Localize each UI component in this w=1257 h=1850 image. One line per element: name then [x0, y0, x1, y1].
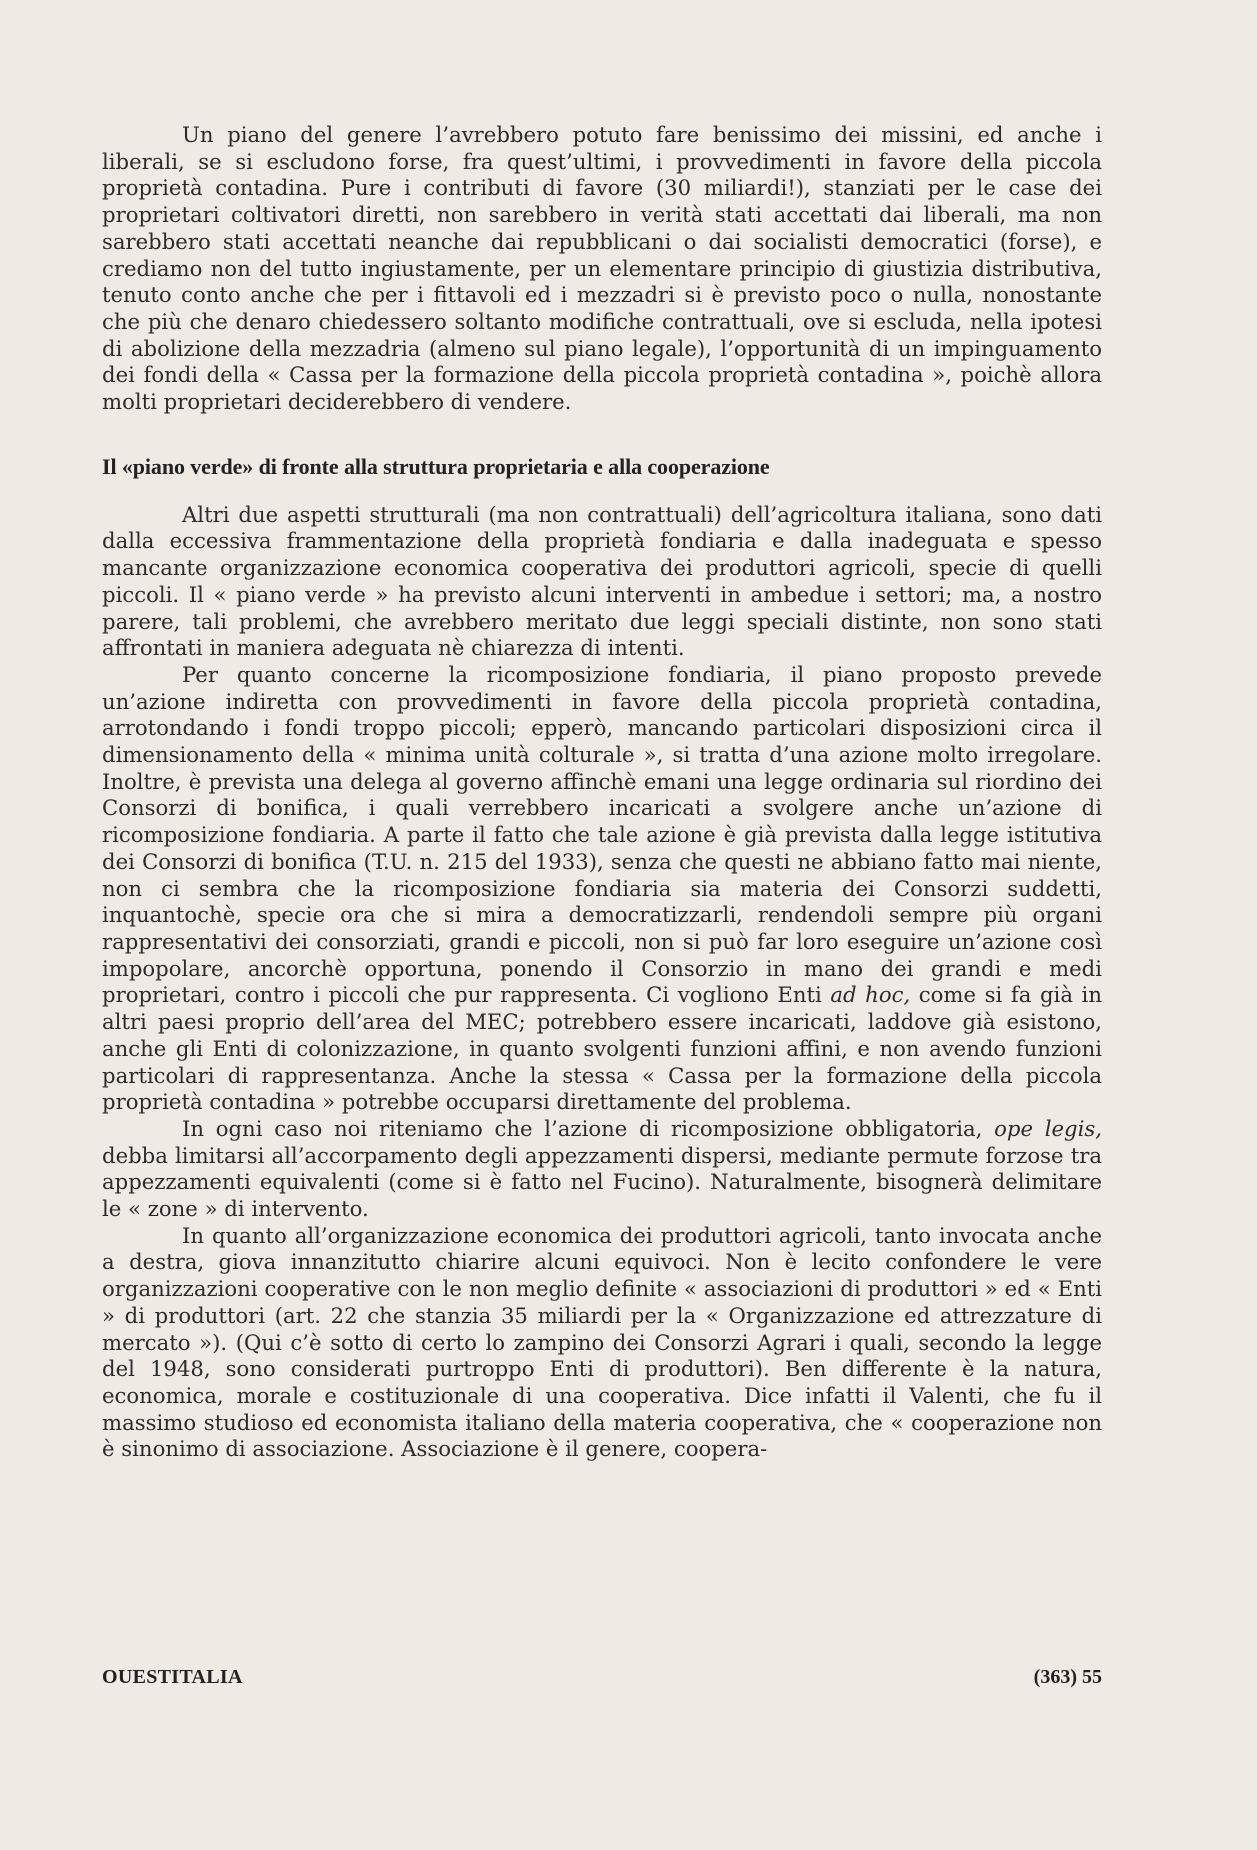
- journal-name: OUESTITALIA: [102, 1666, 243, 1688]
- paragraph-3-text-a: Per quanto concerne la ricomposizione fondiaria, il piano proposto prevede un’azione indiretta con provvedimenti in favore della piccola proprietà contadina, arrotondando i fondi troppo piccoli; epperò, mancando particolari disposizioni circa il dimensionamento della « minima unità colturale », si tratta d’una azione molto irregolare. Inoltre, è prevista una delega al governo affinchè emani una legge ordinaria sul riordino dei Consorzi di bonifica, i quali verrebbero incaricati a svolgere anche un’azione di ricomposizione fondiaria. A parte il fatto che tale azione è già prevista dalla legge istitutiva dei Consorzi di bonifica (T.U. n. 215 del 1933), senza che questi ne abbiano fatto mai niente, non ci sembra che la ricomposizione fondiaria sia materia dei Consorzi suddetti, inquantochè, specie ora che si mira a democratizzarli, rendendoli sempre più organi rappresentativi dei consorziati, grandi e piccoli, non si può far loro eseguire un’azione così impopolare, ancorchè opportuna, ponendo il Consorzio in mano dei grandi e medi proprietari, contro i piccoli che pur rappresenta. Ci vogliono Enti: [102, 661, 1102, 1008]
- paragraph-5: In quanto all’organizzazione economica dei produttori agricoli, tanto invocata anche a destra, giova innanzitutto chiarire alcuni equivoci. Non è lecito confondere le vere organizzazioni cooperative con le non meglio definite « associazioni di produttori » ed « Enti » di produttori (art. 22 che stanzia 35 miliardi per la « Organizzazione ed attrezzature di mercato »). (Qui c’è sotto di certo lo zampino dei Consorzi Agrari i quali, secondo la legge del 1948, sono considerati purtroppo Enti di produttori). Ben differente è la natura, economica, morale e costituzionale di una cooperativa. Dice infatti il Valenti, che fu il massimo studioso ed economista italiano della materia cooperativa, che « cooperazione non è sinonimo di associazione. Associazione è il genere, coopera-: [102, 1222, 1102, 1462]
- paragraph-3-text-b: come si fa già in altri paesi proprio dell’area del MEC; potrebbero essere incaricati, laddove già esistono, anche gli Enti di colonizzazione, in quanto svolgenti funzioni affini, e non avendo funzioni particolari di rappresentanza. Anche la stessa « Cassa per la formazione della piccola proprietà contadina » potrebbe occuparsi direttamente del problema.: [102, 982, 1102, 1115]
- paragraph-4-italic: ope legis,: [994, 1115, 1102, 1141]
- paragraph-4-text-b: debba limitarsi all’accorpamento degli appezzamenti dispersi, mediante permute forzose tra appezzamenti equivalenti (come si è fatto nel Fucino). Naturalmente, bisognerà delimitare le « zone » di intervento.: [102, 1142, 1102, 1222]
- paragraph-2: Altri due aspetti strutturali (ma non contrattuali) dell’agricoltura italiana, sono dati dalla eccessiva frammentazione della proprietà fondiaria e dalla inadeguata e spesso mancante organizzazione economica cooperativa dei produttori agricoli, specie di quelli piccoli. Il « piano verde » ha previsto alcuni interventi in ambedue i settori; ma, a nostro parere, tali problemi, che avrebbero meritato due leggi speciali distinte, non sono stati affrontati in maniera adeguata nè chiarezza di intenti.: [102, 501, 1102, 661]
- section-heading: Il «piano verde» di fronte alla struttura proprietaria e alla cooperazione: [102, 453, 770, 479]
- page-body: [102, 122, 1102, 1463]
- paragraph-3: [102, 662, 1102, 1116]
- paragraph-3-italic: ad hoc,: [830, 982, 911, 1008]
- page-number: (363) 55: [1033, 1666, 1102, 1688]
- paragraph-4-text-a: In ogni caso noi riteniamo che l’azione di ricomposizione obbligatoria,: [182, 1115, 983, 1141]
- paragraph-4: [102, 1116, 1102, 1223]
- paragraph-1: Un piano del genere l’avrebbero potuto fare benissimo dei missini, ed anche i liberali, se si escludono forse, fra quest’ultimi, i provvedimenti in favore della piccola proprietà contadina. Pure i contributi di favore (30 miliardi!), stanziati per le case dei proprietari coltivatori diretti, non sarebbero in verità stati accettati dai liberali, ma non sarebbero stati accettati neanche dai repubblicani o dai socialisti democratici (forse), e crediamo non del tutto ingiustamente, per un elementare principio di giustizia distributiva, tenuto conto anche che per i fittavoli ed i mezzadri si è previsto poco o nulla, nonostante che più che denaro chiedessero soltanto modifiche contrattuali, ove si escluda, nella ipotesi di abolizione della mezzadria (almeno sul piano legale), l’opportunità di un impinguamento dei fondi della « Cassa per la formazione della piccola proprietà contadina », poichè allora molti proprietari deciderebbero di vendere.: [102, 122, 1102, 415]
